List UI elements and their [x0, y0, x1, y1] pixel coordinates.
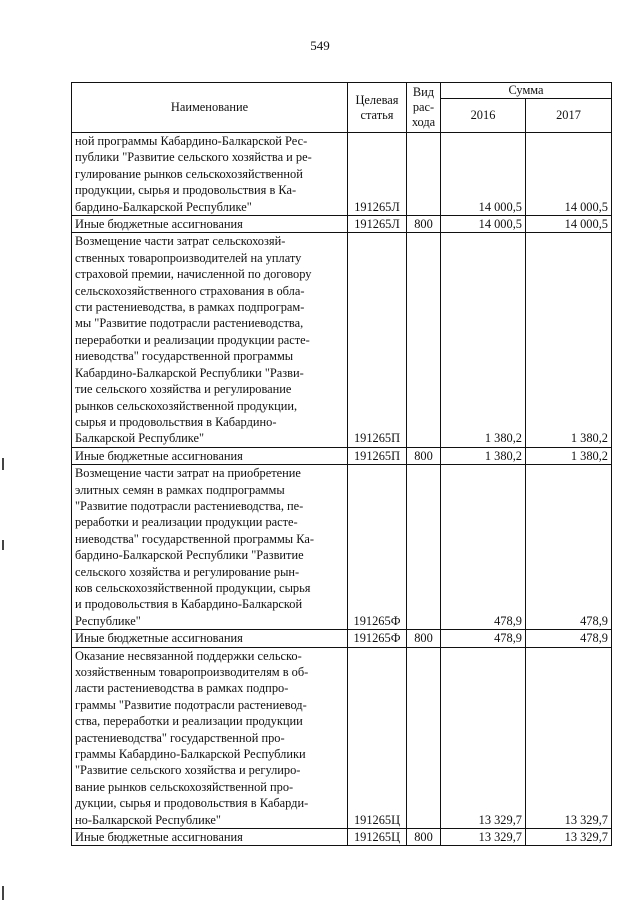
row-name-line: сельского хозяйства и регулирование рын-: [75, 564, 300, 579]
row-sum-2016: 1 380,2: [441, 233, 526, 447]
row-sum-2017: 14 000,5: [526, 216, 612, 233]
row-name-line: Иные бюджетные ассигнования: [75, 217, 243, 232]
header-name: Наименование: [72, 83, 348, 133]
row-name-line: Иные бюджетные ассигнования: [75, 631, 243, 646]
row-name-line: вание рынков сельскохозяйственной про-: [75, 779, 294, 794]
margin-mark: [2, 458, 4, 470]
row-name-line: переработки и реализации продукции расте-: [75, 332, 310, 347]
row-vid: 800: [407, 630, 441, 647]
row-sum-2017: 478,9: [526, 465, 612, 630]
header-code: Целевая статья: [348, 83, 407, 133]
row-name-line: страховой премии, начисленной по договору: [75, 267, 312, 282]
row-code: 191265Л: [348, 133, 407, 216]
table-row: [72, 630, 612, 647]
budget-table: [71, 82, 612, 846]
row-vid: [407, 647, 441, 828]
row-name-line: Возмещение части затрат сельскохозяй-: [75, 234, 286, 249]
row-vid: [407, 233, 441, 447]
row-name-line: и продовольствия в Кабардино-Балкарской: [75, 597, 303, 612]
row-name-line: Оказание несвязанной поддержки сельско-: [75, 648, 302, 663]
table-row: [72, 133, 612, 216]
table-row: [72, 647, 612, 828]
row-name-line: реработки и реализации продукции расте-: [75, 515, 298, 530]
header-vid: Вид рас-хода: [407, 83, 441, 133]
row-code: 191265П: [348, 447, 407, 464]
row-name-line: ниеводства" государственной программы Ка-: [75, 531, 314, 546]
row-name-line: продукции, сырья и продовольствия в Ка-: [75, 183, 297, 198]
row-name-line: ственных товаропроизводителей на уплату: [75, 250, 302, 265]
row-sum-2017: 1 380,2: [526, 233, 612, 447]
row-name-line: Кабардино-Балкарской Республики "Разви-: [75, 365, 304, 380]
row-sum-2016: 478,9: [441, 465, 526, 630]
row-name-line: Возмещение части затрат на приобретение: [75, 466, 301, 481]
row-name-line: граммы "Развитие подотрасли растениевод-: [75, 697, 307, 712]
row-name-line: ниеводства" государственной программы: [75, 349, 294, 364]
row-name-line: ласти растениеводства в рамках подпро-: [75, 681, 289, 696]
header-year-2017: 2017: [526, 99, 612, 133]
table-row: [72, 829, 612, 846]
row-name-line: Иные бюджетные ассигнования: [75, 448, 243, 463]
row-name: [72, 465, 348, 630]
row-code: 191265Ф: [348, 465, 407, 630]
row-name: [72, 447, 348, 464]
row-name-line: бардино-Балкарской Республики "Развитие: [75, 548, 304, 563]
row-name-line: элитных семян в рамках подпрограммы: [75, 482, 285, 497]
row-sum-2017: 13 329,7: [526, 647, 612, 828]
row-name-line: сти растениеводства, в рамках подпрограм-: [75, 300, 305, 315]
margin-mark: [2, 540, 4, 550]
row-sum-2016: 14 000,5: [441, 216, 526, 233]
row-name-line: гулирование рынков сельскохозяйственной: [75, 166, 303, 181]
table-row: [72, 465, 612, 630]
row-name-line: публики "Развитие сельского хозяйства и ре-: [75, 150, 312, 165]
row-sum-2016: 14 000,5: [441, 133, 526, 216]
row-name: [72, 233, 348, 447]
row-name-line: "Развитие сельского хозяйства и регулиро-: [75, 763, 301, 778]
row-vid: [407, 133, 441, 216]
row-name-line: ства, переработки и реализации продукции: [75, 714, 303, 729]
row-name-line: бардино-Балкарской Республике": [75, 199, 252, 214]
row-name-line: "Развитие подотрасли растениеводства, пе-: [75, 498, 304, 513]
row-sum-2017: 14 000,5: [526, 133, 612, 216]
row-name: [72, 630, 348, 647]
row-name-line: дукции, сырья и продовольствия в Кабарди-: [75, 796, 309, 811]
row-name-line: ков сельскохозяйственной продукции, сырья: [75, 580, 311, 595]
row-sum-2016: 13 329,7: [441, 647, 526, 828]
row-name-line: мы "Развитие подотрасли растениеводства,: [75, 316, 304, 331]
row-name-line: граммы Кабардино-Балкарской Республики: [75, 747, 306, 762]
row-name-line: хозяйственным товаропроизводителям в об-: [75, 665, 309, 679]
row-name: [72, 647, 348, 828]
row-sum-2017: 478,9: [526, 630, 612, 647]
row-name-line: рынков сельскохозяйственной продукции,: [75, 398, 298, 413]
row-name-line: Балкарской Республике": [75, 431, 205, 446]
row-code: 191265Л: [348, 216, 407, 233]
row-name-line: сельскохозяйственного страхования в обла-: [75, 283, 305, 298]
row-vid: 800: [407, 447, 441, 464]
table-row: [72, 233, 612, 447]
row-vid: 800: [407, 216, 441, 233]
header-year-2016: 2016: [441, 99, 526, 133]
table-row: [72, 216, 612, 233]
row-vid: [407, 465, 441, 630]
row-sum-2016: 1 380,2: [441, 447, 526, 464]
row-name-line: Иные бюджетные ассигнования: [75, 830, 243, 845]
row-name-line: Республике": [75, 613, 141, 628]
row-code: 191265Ц: [348, 647, 407, 828]
row-name-line: сырья и продовольствия в Кабардино-: [75, 414, 277, 429]
row-name: [72, 133, 348, 216]
row-sum-2017: 1 380,2: [526, 447, 612, 464]
header-sum: Сумма: [441, 83, 612, 99]
margin-mark: [2, 886, 4, 900]
row-name-line: растениеводства" государственной про-: [75, 730, 285, 745]
row-sum-2016: 13 329,7: [441, 829, 526, 846]
row-sum-2017: 13 329,7: [526, 829, 612, 846]
row-code: 191265Ф: [348, 630, 407, 647]
table-row: [72, 447, 612, 464]
table-body: [72, 133, 612, 846]
row-code: 191265П: [348, 233, 407, 447]
row-code: 191265Ц: [348, 829, 407, 846]
row-name-line: но-Балкарской Республике": [75, 812, 221, 827]
row-name: [72, 829, 348, 846]
row-name-line: ной программы Кабардино-Балкарской Рес-: [75, 134, 308, 148]
row-name: [72, 216, 348, 233]
row-vid: 800: [407, 829, 441, 846]
row-sum-2016: 478,9: [441, 630, 526, 647]
row-name-line: тие сельского хозяйства и регулирование: [75, 382, 292, 397]
page-number: 549: [310, 38, 330, 53]
